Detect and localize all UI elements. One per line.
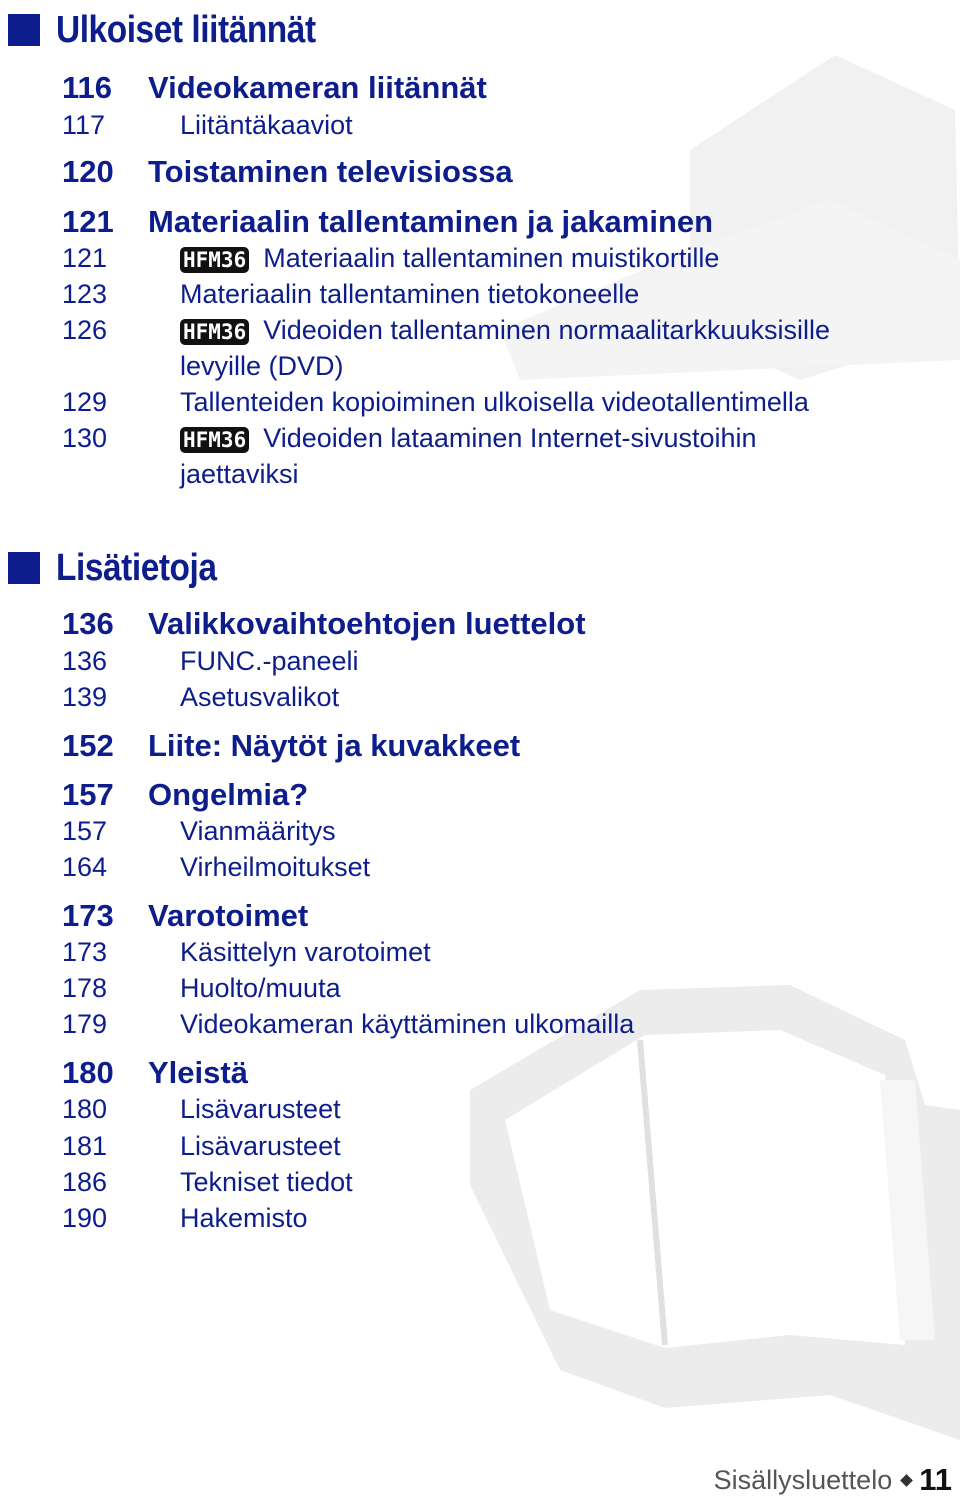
toc-page-number: 117 — [62, 109, 106, 140]
toc-entry-label: Yleistä — [148, 1055, 248, 1090]
toc-entry[interactable] — [62, 643, 359, 679]
toc-entry-label: Toistaminen televisiossa — [148, 154, 513, 189]
toc-page-number: 157 — [62, 815, 108, 846]
toc-entry-label — [180, 423, 757, 454]
toc-page-number: 157 — [62, 777, 114, 812]
toc-entry[interactable] — [62, 312, 830, 348]
toc-entry-label: Käsittelyn varotoimet — [180, 936, 431, 967]
toc-entry-text: Materiaalin tallentaminen muistikortille — [263, 242, 720, 273]
diamond-icon — [900, 1474, 913, 1487]
toc-entry[interactable] — [62, 606, 586, 642]
section-heading — [8, 546, 238, 590]
toc-page-number: 126 — [62, 314, 108, 345]
toc-entry-label: Huolto/muuta — [180, 972, 341, 1003]
toc-page-number: 178 — [62, 972, 108, 1003]
toc-entry-label: Videokameran käyttäminen ulkomailla — [180, 1008, 635, 1039]
toc-entry-label: Varotoimet — [148, 898, 309, 933]
toc-entry-label: Tallenteiden kopioiminen ulkoisella videotallentimella — [180, 386, 809, 417]
toc-entry-label: FUNC.-paneeli — [180, 645, 359, 676]
toc-entry-label: Hakemisto — [180, 1202, 308, 1233]
toc-entry[interactable] — [62, 154, 513, 190]
toc-page-number: 173 — [62, 898, 114, 933]
toc-page-number: 180 — [62, 1093, 108, 1124]
footer-label: Sisällysluettelo — [713, 1464, 893, 1495]
section-title: Lisätietoja — [56, 546, 217, 589]
toc-entry-label: Materiaalin tallentaminen tietokoneelle — [180, 278, 640, 309]
toc-entry-continuation: jaettaviksi — [180, 458, 299, 489]
toc-entry[interactable] — [62, 777, 308, 813]
toc-entry[interactable] — [62, 204, 713, 240]
section-title: Ulkoiset liitännät — [56, 8, 316, 51]
toc-entry[interactable] — [62, 849, 370, 885]
section-bullet-icon — [8, 552, 40, 584]
toc-entry-label — [180, 315, 830, 346]
toc-entry[interactable] — [62, 107, 353, 143]
model-badge-icon: HFM36 — [180, 247, 249, 273]
toc-page-number: 120 — [62, 154, 114, 189]
toc-page-number: 186 — [62, 1166, 108, 1197]
toc-page-number: 179 — [62, 1008, 108, 1039]
toc-page-number: 136 — [62, 606, 114, 641]
toc-page-number: 173 — [62, 936, 108, 967]
toc-entry[interactable] — [62, 1128, 341, 1164]
toc-entry-continuation: levyille (DVD) — [180, 350, 344, 381]
toc-entry-label: Liite: Näytöt ja kuvakkeet — [148, 728, 521, 763]
toc-entry[interactable] — [62, 1164, 353, 1200]
toc-page-number: 121 — [62, 242, 108, 273]
toc-entry-label: Videokameran liitännät — [148, 70, 487, 105]
page-footer — [714, 1460, 952, 1500]
toc-entry-label: Ongelmia? — [148, 777, 309, 812]
toc-entry[interactable] — [62, 728, 520, 764]
footer-page-number: 11 — [919, 1462, 952, 1497]
toc-entry[interactable] — [62, 1091, 341, 1127]
toc-entry-label: Materiaalin tallentaminen ja jakaminen — [148, 204, 714, 239]
toc-entry[interactable] — [62, 1200, 308, 1236]
toc-page-number: 164 — [62, 851, 108, 882]
toc-entry-label: Lisävarusteet — [180, 1130, 341, 1161]
toc-entry-label: Valikkovaihtoehtojen luettelot — [148, 606, 586, 641]
toc-entry-label: Tekniset tiedot — [180, 1166, 353, 1197]
section-bullet-icon — [8, 14, 40, 46]
toc-page-number: 116 — [62, 70, 113, 105]
toc-entry[interactable] — [62, 420, 757, 456]
toc-entry-label: Lisävarusteet — [180, 1093, 341, 1124]
toc-page-number: 121 — [62, 204, 114, 239]
toc-entry-label: Vianmääritys — [180, 815, 336, 846]
toc-entry[interactable] — [62, 813, 336, 849]
toc-page-number: 180 — [62, 1055, 114, 1090]
toc-entry[interactable] — [62, 970, 341, 1006]
toc-page-number: 152 — [62, 728, 114, 763]
toc-entry-label: Liitäntäkaaviot — [180, 109, 353, 140]
toc-entry[interactable] — [62, 1006, 634, 1042]
model-badge-icon: HFM36 — [180, 427, 249, 453]
toc-entry[interactable] — [62, 898, 308, 934]
toc-entry-label — [180, 243, 719, 274]
toc-page-number: 181 — [62, 1130, 108, 1161]
toc-entry-label: Virheilmoitukset — [180, 851, 371, 882]
toc-entry[interactable] — [62, 70, 487, 106]
toc-entry[interactable] — [62, 1055, 248, 1091]
toc-page-number: 136 — [62, 645, 108, 676]
toc-entry[interactable] — [62, 276, 639, 312]
toc-entry-label: Asetusvalikot — [180, 681, 340, 712]
toc-page-number: 139 — [62, 681, 108, 712]
toc-entry[interactable] — [62, 240, 719, 276]
toc-entry-text: Videoiden tallentaminen normaalitarkkuuksisille — [263, 314, 831, 345]
model-badge-icon: HFM36 — [180, 319, 249, 345]
toc-page-number: 190 — [62, 1202, 108, 1233]
toc-entry[interactable] — [62, 679, 339, 715]
toc-entry[interactable] — [62, 934, 431, 970]
toc-entry-text: Videoiden lataaminen Internet-sivustoihin — [263, 422, 757, 453]
toc-page-number: 130 — [62, 422, 108, 453]
section-heading — [8, 8, 351, 52]
toc-entry[interactable] — [62, 384, 809, 420]
toc-page-number: 129 — [62, 386, 108, 417]
toc-page-number: 123 — [62, 278, 108, 309]
